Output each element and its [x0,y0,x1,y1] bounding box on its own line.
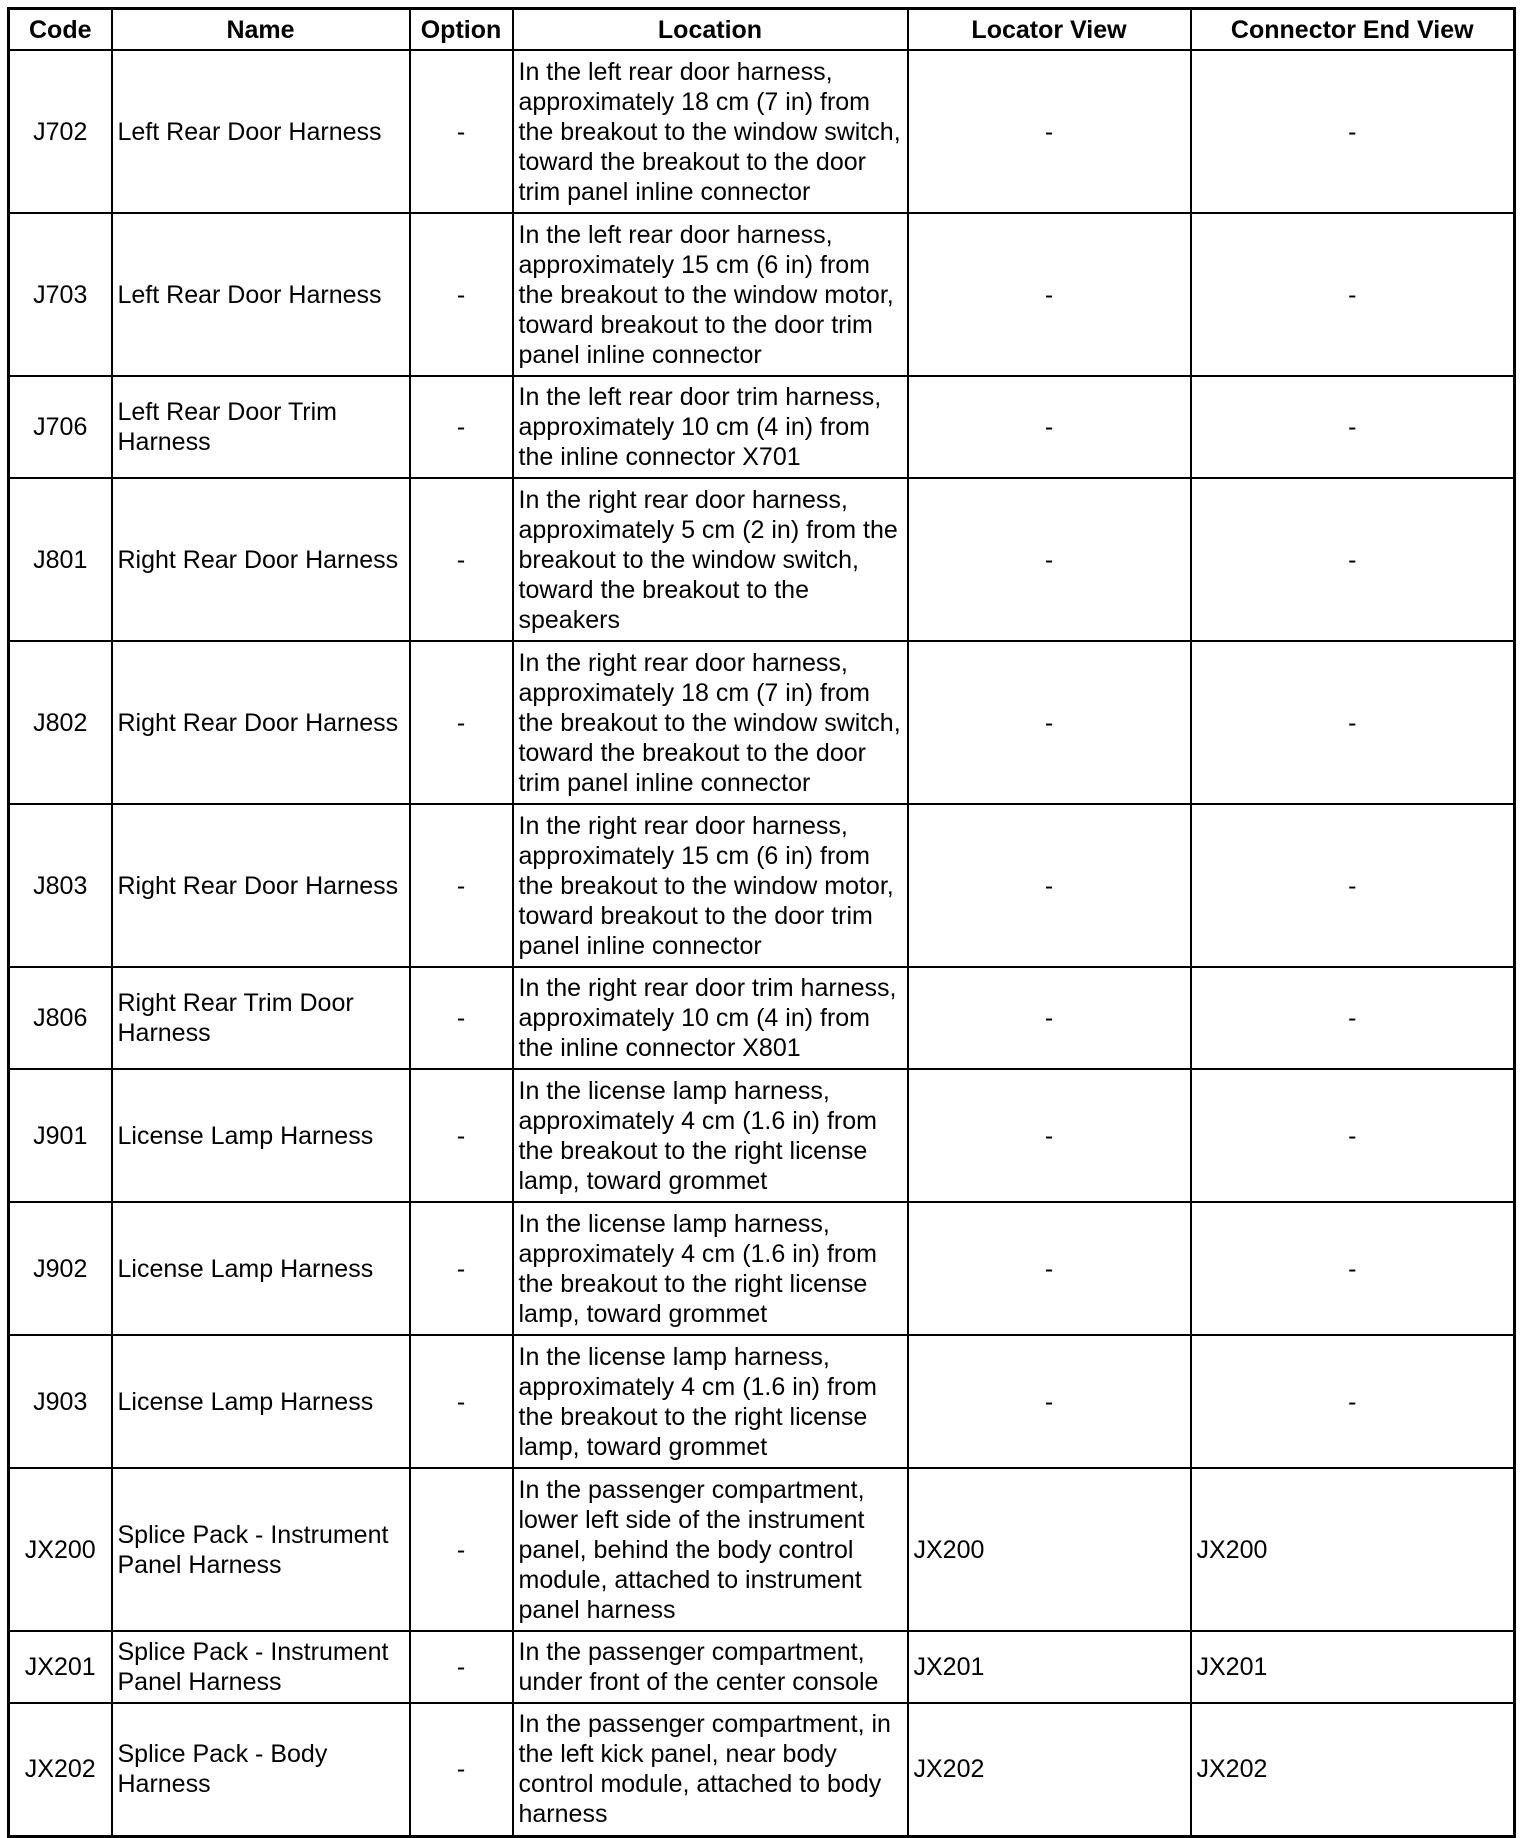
cell-name: Splice Pack - Instrument Panel Harness [112,1631,410,1703]
cell-locator-view: - [908,213,1191,376]
cell-name: Right Rear Door Harness [112,478,410,641]
cell-option: - [410,1335,513,1468]
cell-connector-end-view: - [1191,804,1515,967]
table-row [9,1202,1515,1335]
cell-location: In the passenger compartment, in the left kick panel, near body control module, attached to body harness [513,1703,908,1836]
cell-name: Left Rear Door Harness [112,213,410,376]
cell-locator-view: - [908,1069,1191,1202]
cell-location: In the passenger compartment, under front of the center console [513,1631,908,1703]
cell-connector-end-view: - [1191,641,1515,804]
table-row [9,967,1515,1069]
cell-option: - [410,1631,513,1703]
cell-code: JX202 [9,1703,112,1836]
cell-option: - [410,804,513,967]
cell-code: JX201 [9,1631,112,1703]
cell-option: - [410,50,513,213]
cell-name: Splice Pack - Instrument Panel Harness [112,1468,410,1631]
cell-locator-view: - [908,1202,1191,1335]
cell-locator-view: - [908,50,1191,213]
table-row [9,804,1515,967]
splice-table [7,7,1516,1838]
cell-option: - [410,1468,513,1631]
cell-name: License Lamp Harness [112,1335,410,1468]
cell-connector-end-view: - [1191,1335,1515,1468]
cell-location: In the right rear door harness, approximately 15 cm (6 in) from the breakout to the window motor, toward breakout to the door trim panel inline connector [513,804,908,967]
table-row [9,376,1515,478]
cell-name: Right Rear Door Harness [112,804,410,967]
header-code: Code [9,9,112,51]
table-row [9,478,1515,641]
header-locator-view: Locator View [908,9,1191,51]
header-name: Name [112,9,410,51]
table-row [9,50,1515,213]
table-row [9,1335,1515,1468]
cell-name: Right Rear Trim Door Harness [112,967,410,1069]
cell-name: Splice Pack - Body Harness [112,1703,410,1836]
cell-code: J902 [9,1202,112,1335]
cell-location: In the license lamp harness, approximately 4 cm (1.6 in) from the breakout to the right license lamp, toward grommet [513,1069,908,1202]
cell-option: - [410,967,513,1069]
header-location: Location [513,9,908,51]
cell-code: J702 [9,50,112,213]
cell-location: In the passenger compartment, lower left side of the instrument panel, behind the body control module, attached to instrument panel harness [513,1468,908,1631]
cell-location: In the license lamp harness, approximately 4 cm (1.6 in) from the breakout to the right license lamp, toward grommet [513,1202,908,1335]
cell-connector-end-view: - [1191,1069,1515,1202]
cell-connector-end-view: - [1191,1202,1515,1335]
cell-location: In the right rear door trim harness, approximately 10 cm (4 in) from the inline connector X801 [513,967,908,1069]
cell-locator-view: - [908,967,1191,1069]
cell-connector-end-view[interactable]: JX200 [1191,1468,1515,1631]
cell-option: - [410,1069,513,1202]
cell-code: J706 [9,376,112,478]
cell-name: Right Rear Door Harness [112,641,410,804]
cell-option: - [410,376,513,478]
cell-location: In the right rear door harness, approximately 5 cm (2 in) from the breakout to the window switch, toward the breakout to the speakers [513,478,908,641]
cell-connector-end-view: - [1191,967,1515,1069]
cell-code: J802 [9,641,112,804]
cell-location: In the right rear door harness, approximately 18 cm (7 in) from the breakout to the window switch, toward the breakout to the door trim panel inline connector [513,641,908,804]
cell-code: J703 [9,213,112,376]
cell-locator-view: - [908,478,1191,641]
cell-code: J801 [9,478,112,641]
cell-location: In the left rear door harness, approximately 18 cm (7 in) from the breakout to the window switch, toward the breakout to the door trim panel inline connector [513,50,908,213]
cell-code: J806 [9,967,112,1069]
cell-location: In the left rear door harness, approximately 15 cm (6 in) from the breakout to the window motor, toward breakout to the door trim panel inline connector [513,213,908,376]
cell-connector-end-view: - [1191,213,1515,376]
cell-locator-view: - [908,1335,1191,1468]
header-option: Option [410,9,513,51]
cell-code: J803 [9,804,112,967]
cell-name: License Lamp Harness [112,1069,410,1202]
header-row [9,9,1515,51]
cell-connector-end-view: - [1191,376,1515,478]
cell-locator-view: - [908,641,1191,804]
cell-code: J901 [9,1069,112,1202]
cell-connector-end-view: - [1191,478,1515,641]
header-connector-end-view: Connector End View [1191,9,1515,51]
cell-connector-end-view[interactable]: JX202 [1191,1703,1515,1836]
table-row [9,1069,1515,1202]
cell-name: Left Rear Door Trim Harness [112,376,410,478]
cell-connector-end-view: - [1191,50,1515,213]
cell-name: Left Rear Door Harness [112,50,410,213]
table-row [9,641,1515,804]
cell-option: - [410,1703,513,1836]
table-row [9,1468,1515,1631]
cell-name: License Lamp Harness [112,1202,410,1335]
cell-option: - [410,1202,513,1335]
table-row [9,213,1515,376]
cell-option: - [410,641,513,804]
table-row [9,1703,1515,1836]
cell-locator-view[interactable]: JX202 [908,1703,1191,1836]
cell-locator-view[interactable]: JX200 [908,1468,1191,1631]
cell-locator-view: - [908,804,1191,967]
cell-locator-view: - [908,376,1191,478]
cell-location: In the license lamp harness, approximately 4 cm (1.6 in) from the breakout to the right license lamp, toward grommet [513,1335,908,1468]
cell-connector-end-view[interactable]: JX201 [1191,1631,1515,1703]
table-row [9,1631,1515,1703]
cell-code: JX200 [9,1468,112,1631]
cell-locator-view[interactable]: JX201 [908,1631,1191,1703]
cell-option: - [410,478,513,641]
cell-location: In the left rear door trim harness, approximately 10 cm (4 in) from the inline connector X701 [513,376,908,478]
cell-option: - [410,213,513,376]
cell-code: J903 [9,1335,112,1468]
